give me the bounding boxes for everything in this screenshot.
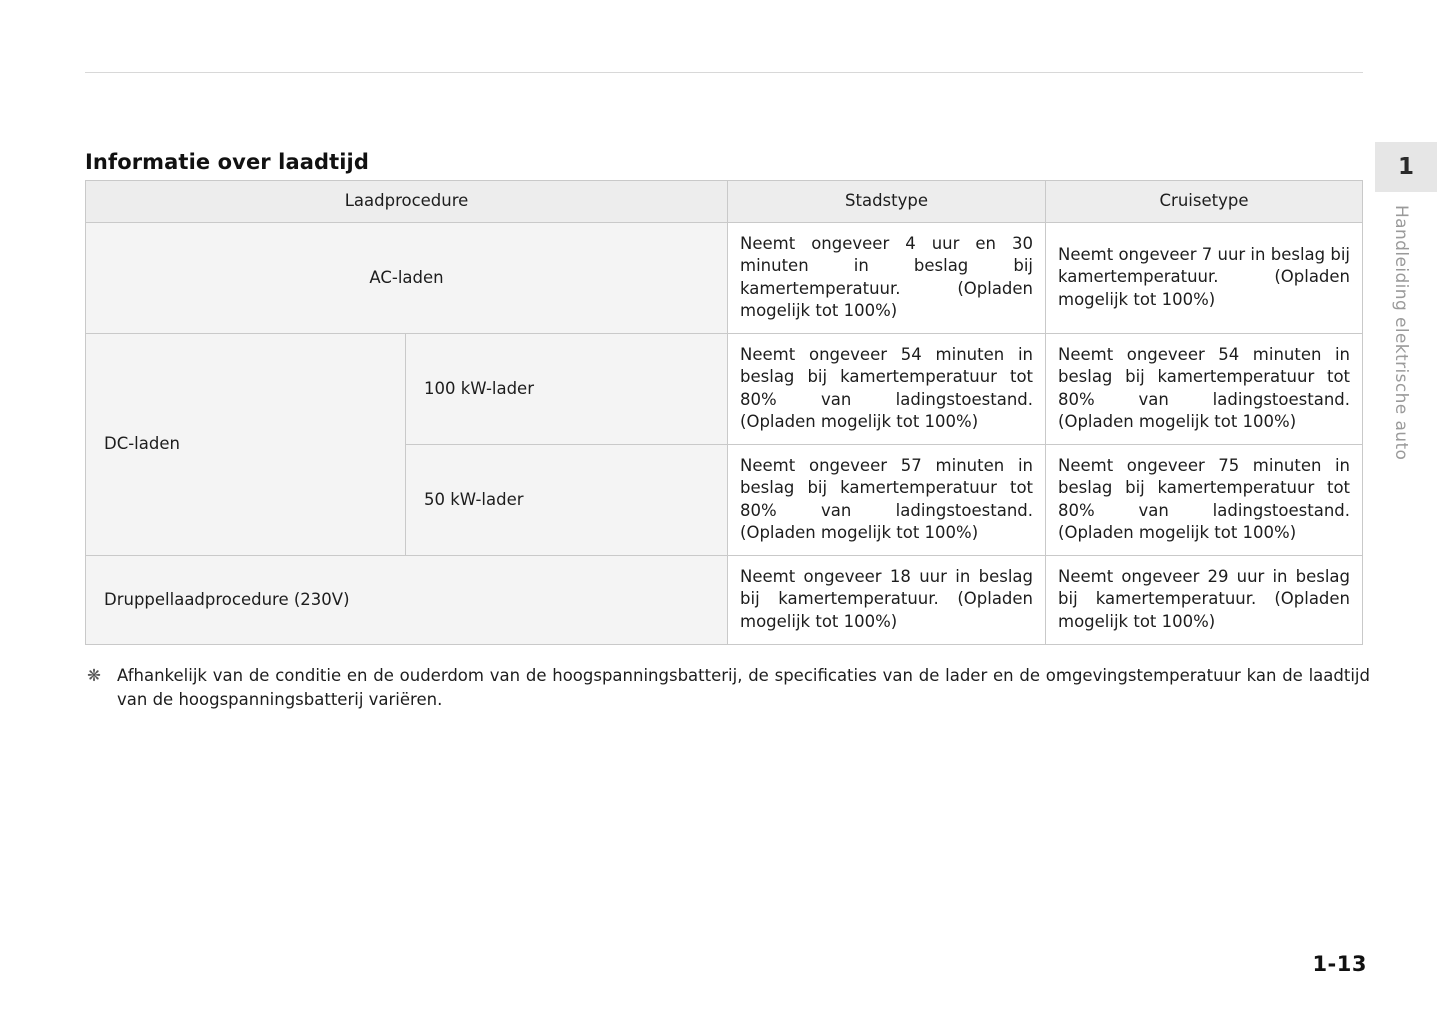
row-sublabel-100kw: 100 kW-lader [406,334,728,445]
column-header-procedure: Laadprocedure [86,181,728,223]
footnote-text: Afhankelijk van de conditie en de ouderdom van de hoogspanningsbatterij, de specificaties van de lader en de omgevingstemperatuur kan de laadtijd van de hoogspanningsbatterij variëren. [117,666,1370,709]
cell-cruise-100kw: Neemt ongeveer 54 minuten in beslag bij kamertemperatuur tot 80% van ladingstoestand. (Opladen mogelijk tot 100%) [1046,334,1363,445]
column-header-city: Stadstype [728,181,1046,223]
cell-cruise-50kw: Neemt ongeveer 75 minuten in beslag bij kamertemperatuur tot 80% van ladingstoestand. (Opladen mogelijk tot 100%) [1046,445,1363,556]
header-divider [85,72,1363,73]
page-number: 1-13 [1312,952,1367,976]
table-row [86,556,1363,645]
cell-city-ac: Neemt ongeveer 4 uur en 30 minuten in beslag bij kamertemperatuur. (Opladen mogelijk tot 100%) [728,223,1046,334]
row-label-trickle-charging: Druppellaadprocedure (230V) [86,556,728,645]
cell-city-50kw: Neemt ongeveer 57 minuten in beslag bij kamertemperatuur tot 80% van ladingstoestand. (Opladen mogelijk tot 100%) [728,445,1046,556]
column-header-cruise: Cruisetype [1046,181,1363,223]
cell-city-100kw: Neemt ongeveer 54 minuten in beslag bij kamertemperatuur tot 80% van ladingstoestand. (Opladen mogelijk tot 100%) [728,334,1046,445]
charging-time-table-wrapper [85,180,1362,645]
asterisk-icon: ❋ [87,666,101,685]
row-sublabel-50kw: 50 kW-lader [406,445,728,556]
cell-cruise-trickle: Neemt ongeveer 29 uur in beslag bij kamertemperatuur. (Opladen mogelijk tot 100%) [1046,556,1363,645]
footnote [85,664,1370,712]
table-header-row [86,181,1363,223]
page-title: Informatie over laadtijd [85,150,369,175]
cell-cruise-ac: Neemt ongeveer 7 uur in beslag bij kamertemperatuur. (Opladen mogelijk tot 100%) [1046,223,1363,334]
chapter-tab [1375,142,1437,192]
chapter-tab-number: 1 [1397,154,1414,180]
table-row [86,223,1363,334]
chapter-tab-label: Handleiding elektrische auto [1391,205,1411,461]
row-label-dc-charging: DC-laden [86,334,406,556]
cell-city-trickle: Neemt ongeveer 18 uur in beslag bij kamertemperatuur. (Opladen mogelijk tot 100%) [728,556,1046,645]
table-row [86,334,1363,445]
charging-time-table [85,180,1363,645]
row-label-ac-charging: AC-laden [86,223,728,334]
